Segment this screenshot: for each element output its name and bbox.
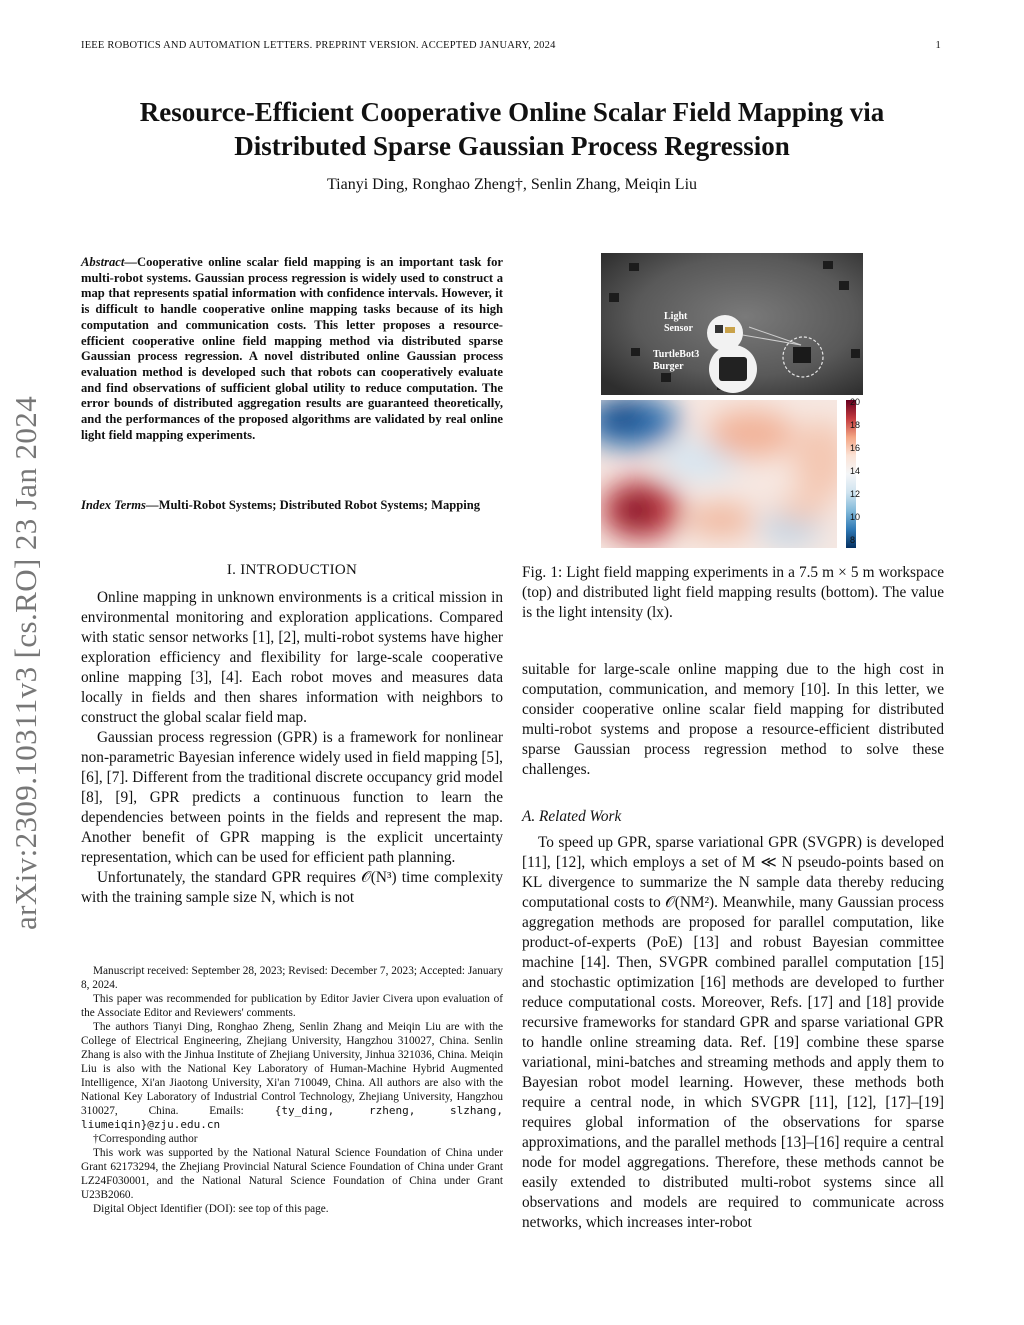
related-work-paragraph: To speed up GPR, sparse variational GPR (SVGPR) is developed [11], [12], which employs a set of M ≪ N pseudo-points based on KL divergence to summarize the N sample data thereby reducing computational costs to 𝒪(NM²). Meanwhile, many Gaussian process aggregation methods are proposed for parallel computation, like product-of-experts (PoE) [13] and robust Bayesian committee machine [14]. Then, SVGPR combined parallel computation [15] and stochastic optimization [16] methods are developed to further reduce computational costs. Moreover, Refs. [17] and [18] provide recursive frameworks for standard GPR and sparse variational GPR to handle online streaming data. Ref. [19] combine these sparse variational, mini-batches and streaming methods and apply them to Bayesian robot model learning. However, these methods both require a central node, in which SVGPR [11], [12], [17]–[19] requires global information of the observations for sparse approximations, and the parallel methods [13]–[16] require a central node for model aggregations. Therefore, these methods cannot be easily extended to distributed multi-robot systems since all observations and models are required to communicate across networks, which increases inter-robot — [522, 834, 944, 1231]
abstract — [81, 255, 503, 443]
colorbar-tick: 8 — [850, 535, 856, 545]
intro-paragraph: Unfortunately, the standard GPR requires 𝒪(N³) time complexity with the training sample size N, which is not — [81, 869, 503, 906]
journal-header: IEEE ROBOTICS AND AUTOMATION LETTERS. PREPRINT VERSION. ACCEPTED JANUARY, 2024 — [81, 40, 556, 51]
footnote-corresponding: †Corresponding author — [93, 1133, 198, 1145]
colorbar-tick: 16 — [850, 443, 861, 453]
heatmap-graphic — [601, 400, 837, 548]
colorbar-tick: 10 — [850, 512, 861, 522]
colorbar-tick: 18 — [850, 420, 861, 430]
page-number: 1 — [935, 40, 941, 51]
subsection-heading-related-work: A. Related Work — [522, 808, 622, 825]
intro-paragraph: Online mapping in unknown environments is a critical mission in environmental monitoring and exploration applications. Compared with static sensor networks [1], [2], multi-robot systems have higher exploration efficiency and flexibility for large-scale cooperative online mapping [3], [4]. Each robot moves and measures data locally in fields and then shares information with neighbors to construct the global scalar field map. — [81, 589, 503, 726]
colorbar-tick: 20 — [850, 397, 861, 407]
figure-1 — [601, 253, 863, 548]
colorbar-tick: 14 — [850, 466, 861, 476]
author-list: Tianyi Ding, Ronghao Zheng†, Senlin Zhang, Meiqin Liu — [326, 176, 698, 193]
index-terms-label: Index Terms— — [81, 498, 159, 512]
colorbar-tick: 12 — [850, 489, 861, 499]
footnote-editor: This paper was recommended for publication by Editor Javier Civera upon evaluation of the Associate Editor and Reviewers' comments. — [81, 993, 503, 1019]
affiliations-text: The authors Tianyi Ding, Ronghao Zheng, Senlin Zhang and Meiqin Liu are with the College of Electrical Engineering, Zhejiang University, Hangzhou 310027, China. Senlin Zhang is also with the Jinhua Institute of Zhejiang University, Jinhua 321036, China. Meiqin Liu is also with the National Key Laboratory of Human-Machine Hybrid Augmented Intelligence, Xi'an Jiaotong University, Xi'an 710049, China. All authors are also with the National Key Laboratory of Industrial Control Technology, Zhejiang University, Hangzhou 310027, China. Emails: — [81, 1021, 503, 1117]
light-sensor-label-line: Light — [664, 311, 688, 322]
turtlebot-label-line: Burger — [653, 361, 684, 372]
figure-1-caption: Fig. 1: Light field mapping experiments in a 7.5 m × 5 m workspace (top) and distributed light field mapping results (bottom). The value is the light intensity (lx). — [522, 564, 944, 621]
right-paragraph: suitable for large-scale online mapping due to the high cost in computation, communication, and memory [10]. In this letter, we consider cooperative online scalar field mapping for distributed multi-robot systems and propose a resource-efficient distributed sparse Gaussian process regression method to solve these challenges. — [522, 661, 944, 778]
workspace-photo — [601, 253, 863, 395]
light-sensor-label-line: Sensor — [664, 323, 693, 334]
index-terms-text: Multi-Robot Systems; Distributed Robot Systems; Mapping — [158, 498, 481, 512]
title-line-2: Distributed Sparse Gaussian Process Regression — [234, 131, 790, 161]
footnote-funding: This work was supported by the National Natural Science Foundation of China under Grant 62173294, the Zhejiang Provincial Natural Science Foundation of China under Grant LZ24F030001, and the National Natural Science Foundation of China under Grant U23B2060. — [81, 1147, 503, 1201]
index-terms — [81, 498, 503, 514]
introduction-body — [81, 588, 503, 908]
footnote-manuscript: Manuscript received: September 28, 2023; Revised: December 7, 2023; Accepted: January 8, 2024. — [81, 965, 503, 991]
paper-title — [60, 95, 964, 163]
related-work-body — [522, 833, 944, 1233]
abstract-label: Abstract— — [81, 255, 137, 269]
section-heading-introduction: I. INTRODUCTION — [226, 562, 358, 578]
light-field-heatmap — [601, 400, 837, 548]
abstract-text: Cooperative online scalar field mapping is an important task for multi-robot systems. Gaussian process regression is widely used to construct a map that represents spatial information with confidence intervals. However, it is difficult to handle cooperative online mapping tasks because of its high computation and communication costs. This letter proposes a resource-efficient cooperative online field mapping method via distributed sparse Gaussian process regression. A novel distributed online Gaussian process evaluation method is developed such that robots can cooperatively evaluate and find observations of sufficient global utility to reduce computation. The error bounds of distributed aggregation results are guaranteed theoretically, and the performances of the proposed algorithms are validated by real online light field mapping experiments. — [81, 255, 503, 442]
footnotes — [81, 964, 503, 1216]
right-column-intro — [522, 660, 944, 780]
turtlebot-label — [653, 349, 699, 373]
colorbar-ticks — [850, 397, 880, 548]
intro-paragraph: Gaussian process regression (GPR) is a framework for nonlinear non-parametric Bayesian inference widely used in field mapping [5], [6], [7]. Different from the traditional discrete occupancy grid model [8], [9], GPR predicts a continuous function to learn the dependencies between points in the fields and represent the map. Another benefit of GPR mapping is the explicit uncertainty representation, which can be used for efficient path planning. — [81, 729, 503, 866]
footnote-doi: Digital Object Identifier (DOI): see top of this page. — [93, 1203, 329, 1215]
title-line-1: Resource-Efficient Cooperative Online Scalar Field Mapping via — [139, 97, 885, 127]
author-emails: {ty_ding, rzheng, slzhang, liumeiqin}@zju.edu.cn — [81, 1104, 504, 1131]
footnote-affiliations — [81, 1020, 503, 1132]
light-sensor-label — [664, 311, 693, 335]
arxiv-identifier: arXiv:2309.10311v3 [cs.RO] 23 Jan 2024 — [8, 395, 43, 930]
workspace-photo-illustration — [601, 253, 863, 395]
turtlebot-label-line: TurtleBot3 — [653, 349, 700, 360]
